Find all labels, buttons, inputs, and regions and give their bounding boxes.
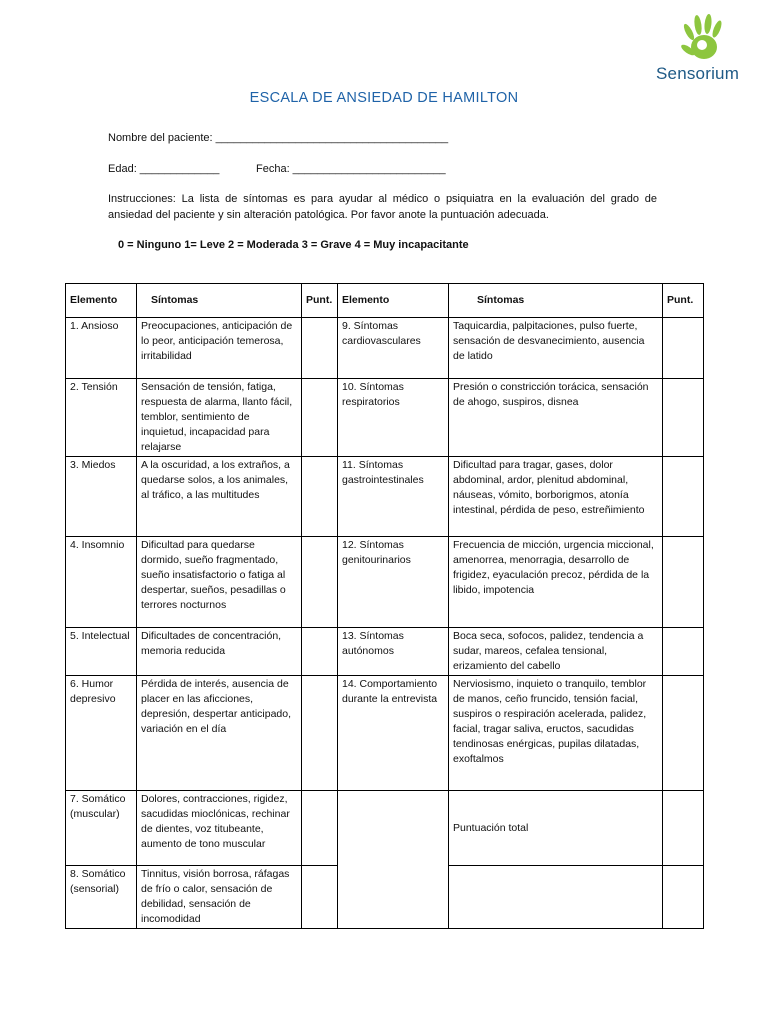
- table-header-row: [66, 284, 704, 318]
- table-row: [66, 457, 704, 537]
- element-cell: 10. Síntomas respiratorios: [338, 379, 449, 457]
- hamilton-table: [65, 283, 704, 929]
- element-cell: 7. Somático (muscular): [66, 791, 137, 866]
- table-row: [66, 791, 704, 866]
- symptoms-cell: Presión o constricción torácica, sensación de ahogo, suspiros, disnea: [449, 379, 663, 457]
- symptoms-cell: Taquicardia, palpitaciones, pulso fuerte, sensación de desvanecimiento, ausencia de latido: [449, 318, 663, 379]
- element-cell: 6. Humor depresivo: [66, 676, 137, 791]
- symptoms-cell: Nerviosismo, inquieto o tranquilo, temblor de manos, ceño fruncido, tensión facial, suspiros o respiración acelerada, palidez, facial, tragar saliva, eructos, sacudidas tendinosas enérgicas, pupilas dilatadas, exoftalmos: [449, 676, 663, 791]
- symptoms-cell: Sensación de tensión, fatiga, respuesta de alarma, llanto fácil, temblor, sentimiento de inquietud, incapacidad para relajarse: [137, 379, 302, 457]
- score-input-10[interactable]: [663, 379, 704, 457]
- instructions: Instrucciones: La lista de síntomas es para ayudar al médico o psiquiatra en la evaluación del grado de ansiedad del paciente y sin alteración patológica. Por favor anote la puntuación adecuada.: [108, 193, 657, 221]
- table-row: [66, 379, 704, 457]
- empty-cell: [338, 791, 449, 929]
- symptoms-cell: Dolores, contracciones, rigidez, sacudidas mioclónicas, rechinar de dientes, voz titubeante, aumento de tono muscular: [137, 791, 302, 866]
- hand-logo-icon: [678, 14, 730, 64]
- page-title: ESCALA DE ANSIEDAD DE HAMILTON: [249, 90, 519, 106]
- score-input-6[interactable]: [302, 676, 338, 791]
- table-row: [66, 628, 704, 676]
- empty-cell: [449, 866, 663, 929]
- table-row: [66, 676, 704, 791]
- element-cell: 11. Síntomas gastrointestinales: [338, 457, 449, 537]
- score-input-14[interactable]: [663, 676, 704, 791]
- score-input-9[interactable]: [663, 318, 704, 379]
- total-score-label: Puntuación total: [449, 791, 663, 866]
- empty-cell: [663, 866, 704, 929]
- header-symptoms-2: Síntomas: [449, 284, 663, 318]
- score-input-3[interactable]: [302, 457, 338, 537]
- header-element: Elemento: [66, 284, 137, 318]
- symptoms-cell: Boca seca, sofocos, palidez, tendencia a sudar, mareos, cefalea tensional, erizamiento del cabello: [449, 628, 663, 676]
- score-input-13[interactable]: [663, 628, 704, 676]
- score-input-12[interactable]: [663, 537, 704, 628]
- element-cell: 13. Síntomas autónomos: [338, 628, 449, 676]
- element-cell: 1. Ansioso: [66, 318, 137, 379]
- symptoms-cell: Dificultad para tragar, gases, dolor abdominal, ardor, plenitud abdominal, náuseas, vómito, borborigmos, atonía intestinal, pérdida de peso, estreñimiento: [449, 457, 663, 537]
- age-field[interactable]: Edad: _____________: [108, 163, 220, 175]
- symptoms-cell: Dificultad para quedarse dormido, sueño fragmentado, sueño insatisfactorio o fatiga al despertar, sueños, pesadillas o terrores nocturnos: [137, 537, 302, 628]
- symptoms-cell: Frecuencia de micción, urgencia miccional, amenorrea, menorragia, desarrollo de frigidez, eyaculación precoz, pérdida de la libido, impotencia: [449, 537, 663, 628]
- score-input-4[interactable]: [302, 537, 338, 628]
- element-cell: 12. Síntomas genitourinarios: [338, 537, 449, 628]
- scoring-legend: 0 = Ninguno 1= Leve 2 = Moderada 3 = Grave 4 = Muy incapacitante: [118, 239, 469, 251]
- score-input-11[interactable]: [663, 457, 704, 537]
- symptoms-cell: A la oscuridad, a los extraños, a quedarse solos, a los animales, al tráfico, a las multitudes: [137, 457, 302, 537]
- element-cell: 9. Síntomas cardiovasculares: [338, 318, 449, 379]
- table-row: [66, 537, 704, 628]
- element-cell: 8. Somático (sensorial): [66, 866, 137, 929]
- patient-name-field[interactable]: Nombre del paciente: ______________________________________: [108, 132, 449, 144]
- element-cell: 4. Insomnio: [66, 537, 137, 628]
- brand-name: Sensorium: [656, 64, 740, 83]
- score-input-8[interactable]: [302, 866, 338, 929]
- header-score-2: Punt.: [663, 284, 704, 318]
- symptoms-cell: Dificultades de concentración, memoria reducida: [137, 628, 302, 676]
- element-cell: 3. Miedos: [66, 457, 137, 537]
- score-input-2[interactable]: [302, 379, 338, 457]
- header-score: Punt.: [302, 284, 338, 318]
- date-field[interactable]: Fecha: _________________________: [256, 163, 446, 175]
- element-cell: 5. Intelectual: [66, 628, 137, 676]
- total-score-input[interactable]: [663, 791, 704, 866]
- symptoms-cell: Tinnitus, visión borrosa, ráfagas de frío o calor, sensación de debilidad, sensación de incomodidad: [137, 866, 302, 929]
- score-input-7[interactable]: [302, 791, 338, 866]
- header-symptoms: Síntomas: [137, 284, 302, 318]
- sensorium-logo: [652, 14, 756, 90]
- table-row: [66, 318, 704, 379]
- symptoms-cell: Pérdida de interés, ausencia de placer en las aficciones, depresión, despertar anticipado, variación en el día: [137, 676, 302, 791]
- symptoms-cell: Preocupaciones, anticipación de lo peor, anticipación temerosa, irritabilidad: [137, 318, 302, 379]
- header-element-2: Elemento: [338, 284, 449, 318]
- score-input-5[interactable]: [302, 628, 338, 676]
- score-input-1[interactable]: [302, 318, 338, 379]
- element-cell: 14. Comportamiento durante la entrevista: [338, 676, 449, 791]
- element-cell: 2. Tensión: [66, 379, 137, 457]
